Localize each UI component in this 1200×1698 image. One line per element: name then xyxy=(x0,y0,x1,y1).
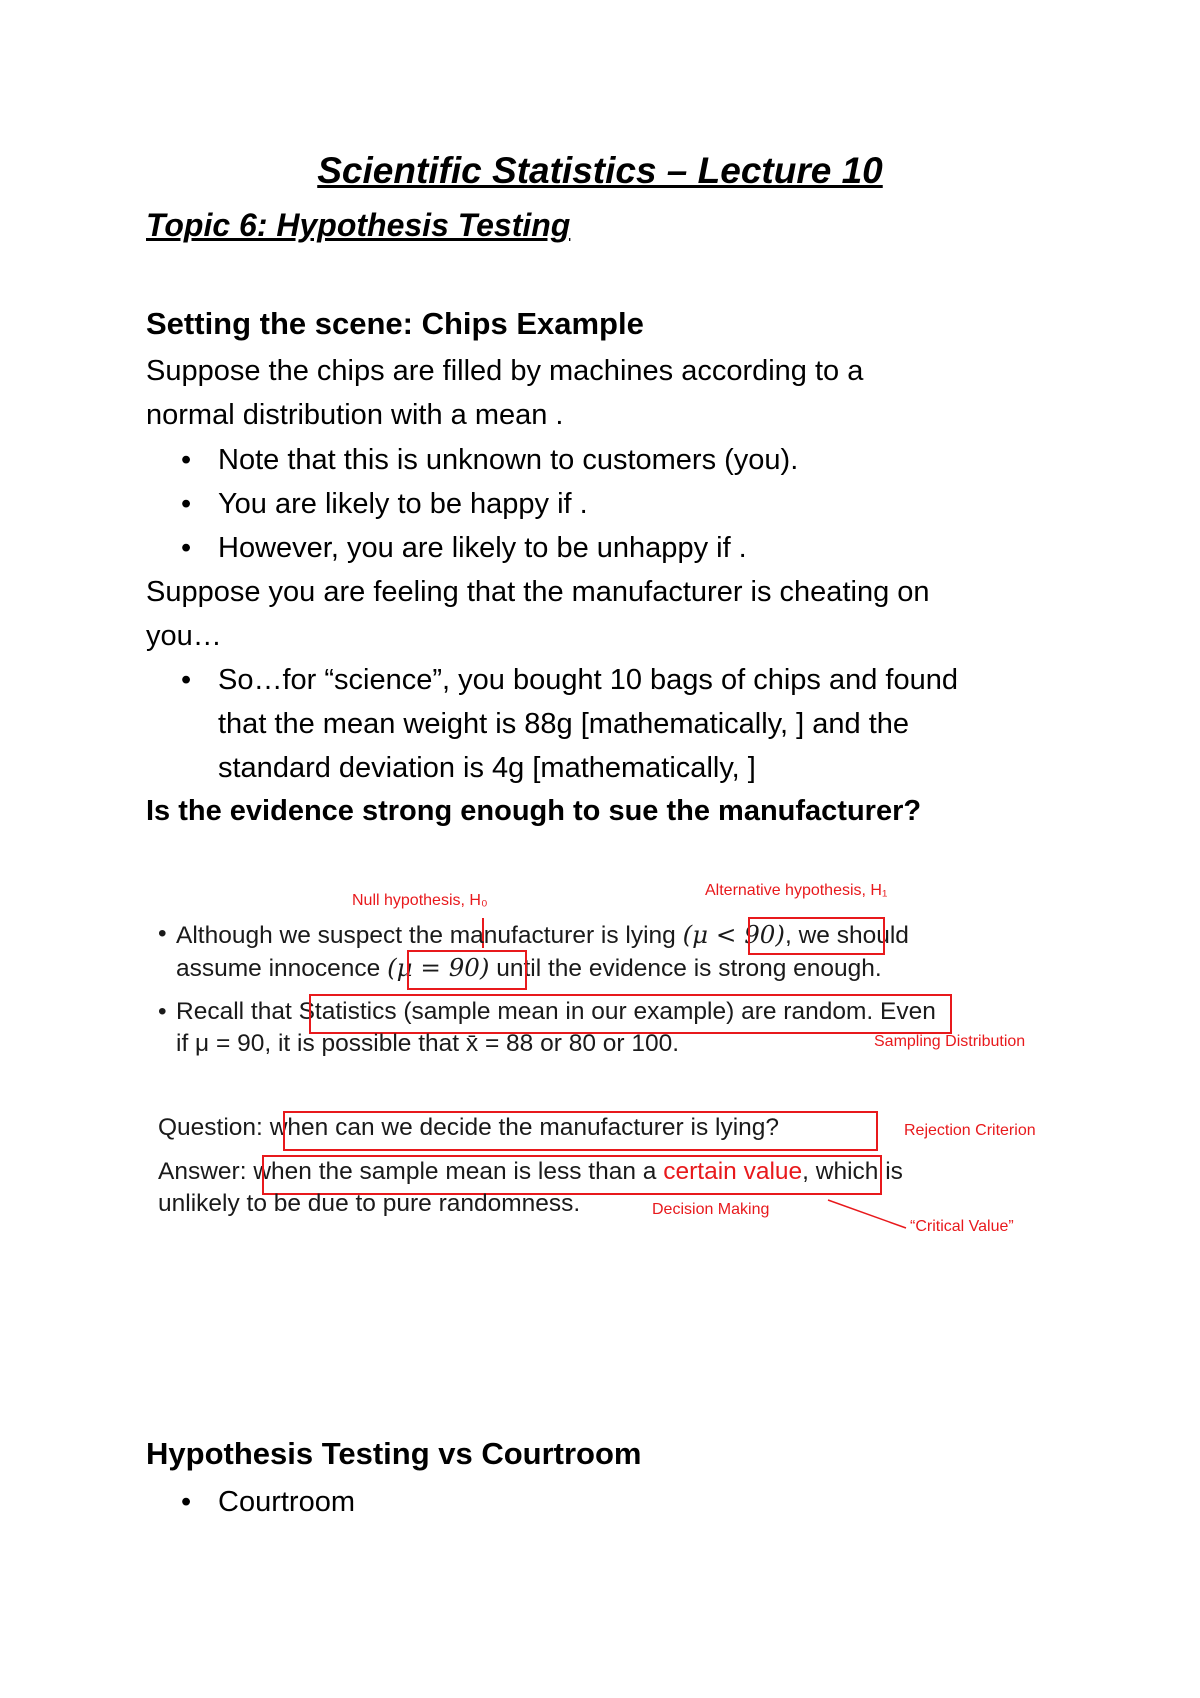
topic-heading: Topic 6: Hypothesis Testing xyxy=(146,207,571,243)
slide-bullet-line: if μ = 90, it is possible that x̄ = 88 or 80 or 100. xyxy=(176,1030,680,1057)
alternative-hypothesis-annotation: Alternative hypothesis, H₁ xyxy=(705,882,888,899)
answer-label: Answer: xyxy=(158,1158,254,1185)
question-text: when can we decide the manufacturer is lying? xyxy=(269,1114,780,1141)
slide-bullet-dot: • xyxy=(158,998,167,1025)
boxed-statistic: Statistics (sample mean in our example) are random xyxy=(298,998,867,1025)
paragraph-line: Suppose you are feeling that the manufacturer is cheating on xyxy=(146,576,930,608)
list-item: Note that this is unknown to customers (you). xyxy=(218,444,799,476)
slide-text: assume innocence xyxy=(176,955,388,982)
slide-text: , which is xyxy=(802,1158,903,1185)
list-item-continuation: standard deviation is 4g [mathematically, ] xyxy=(218,752,756,784)
question-label: Question: xyxy=(158,1114,270,1141)
bullet-dot: • xyxy=(181,488,192,520)
critical-value-annotation: “Critical Value” xyxy=(910,1218,1014,1235)
slide-text: until the evidence is strong enough. xyxy=(489,955,882,982)
list-item-continuation: that the mean weight is 88g [mathematically, ] and the xyxy=(218,708,910,740)
slide-answer-line: unlikely to be due to pure randomness. xyxy=(158,1190,581,1217)
null-hypothesis-math: (μ = 90) xyxy=(387,953,490,982)
boxed-claim: manufacturer is lying xyxy=(449,922,676,949)
bullet-dot: • xyxy=(181,532,192,564)
list-item: You are likely to be happy if . xyxy=(218,488,588,520)
bullet-dot: • xyxy=(181,664,192,696)
bullet-dot: • xyxy=(181,1486,192,1518)
sampling-distribution-annotation: Sampling Distribution xyxy=(874,1033,1026,1050)
certain-value-text: certain value xyxy=(663,1158,803,1185)
bullet-dot: • xyxy=(181,444,192,476)
slide-text: . Even xyxy=(866,998,936,1025)
section-heading: Hypothesis Testing vs Courtroom xyxy=(146,1436,642,1471)
list-item: Courtroom xyxy=(218,1486,355,1518)
slide-text: Recall that xyxy=(176,998,299,1025)
decision-making-annotation: Decision Making xyxy=(652,1201,770,1218)
answer-text: when the sample mean is less than a xyxy=(253,1158,664,1185)
slide-text: , we should xyxy=(784,922,909,949)
null-hypothesis-annotation: Null hypothesis, H₀ xyxy=(352,892,488,909)
slide-bullet-dot: • xyxy=(158,920,167,947)
rejection-criterion-annotation: Rejection Criterion xyxy=(904,1122,1036,1139)
list-item: So…for “science”, you bought 10 bags of chips and found xyxy=(218,664,958,696)
key-question: Is the evidence strong enough to sue the manufacturer? xyxy=(146,795,922,827)
section-heading: Setting the scene: Chips Example xyxy=(146,306,644,341)
list-item: However, you are likely to be unhappy if . xyxy=(218,532,747,564)
slide-text: Although we suspect the xyxy=(176,922,450,949)
paragraph-line: you… xyxy=(146,620,222,652)
alternative-hypothesis-math: (μ < 90) xyxy=(682,920,785,949)
intro-line: Suppose the chips are filled by machines according to a xyxy=(146,355,864,387)
intro-line: normal distribution with a mean . xyxy=(146,399,564,431)
page-title: Scientific Statistics – Lecture 10 xyxy=(317,150,883,191)
